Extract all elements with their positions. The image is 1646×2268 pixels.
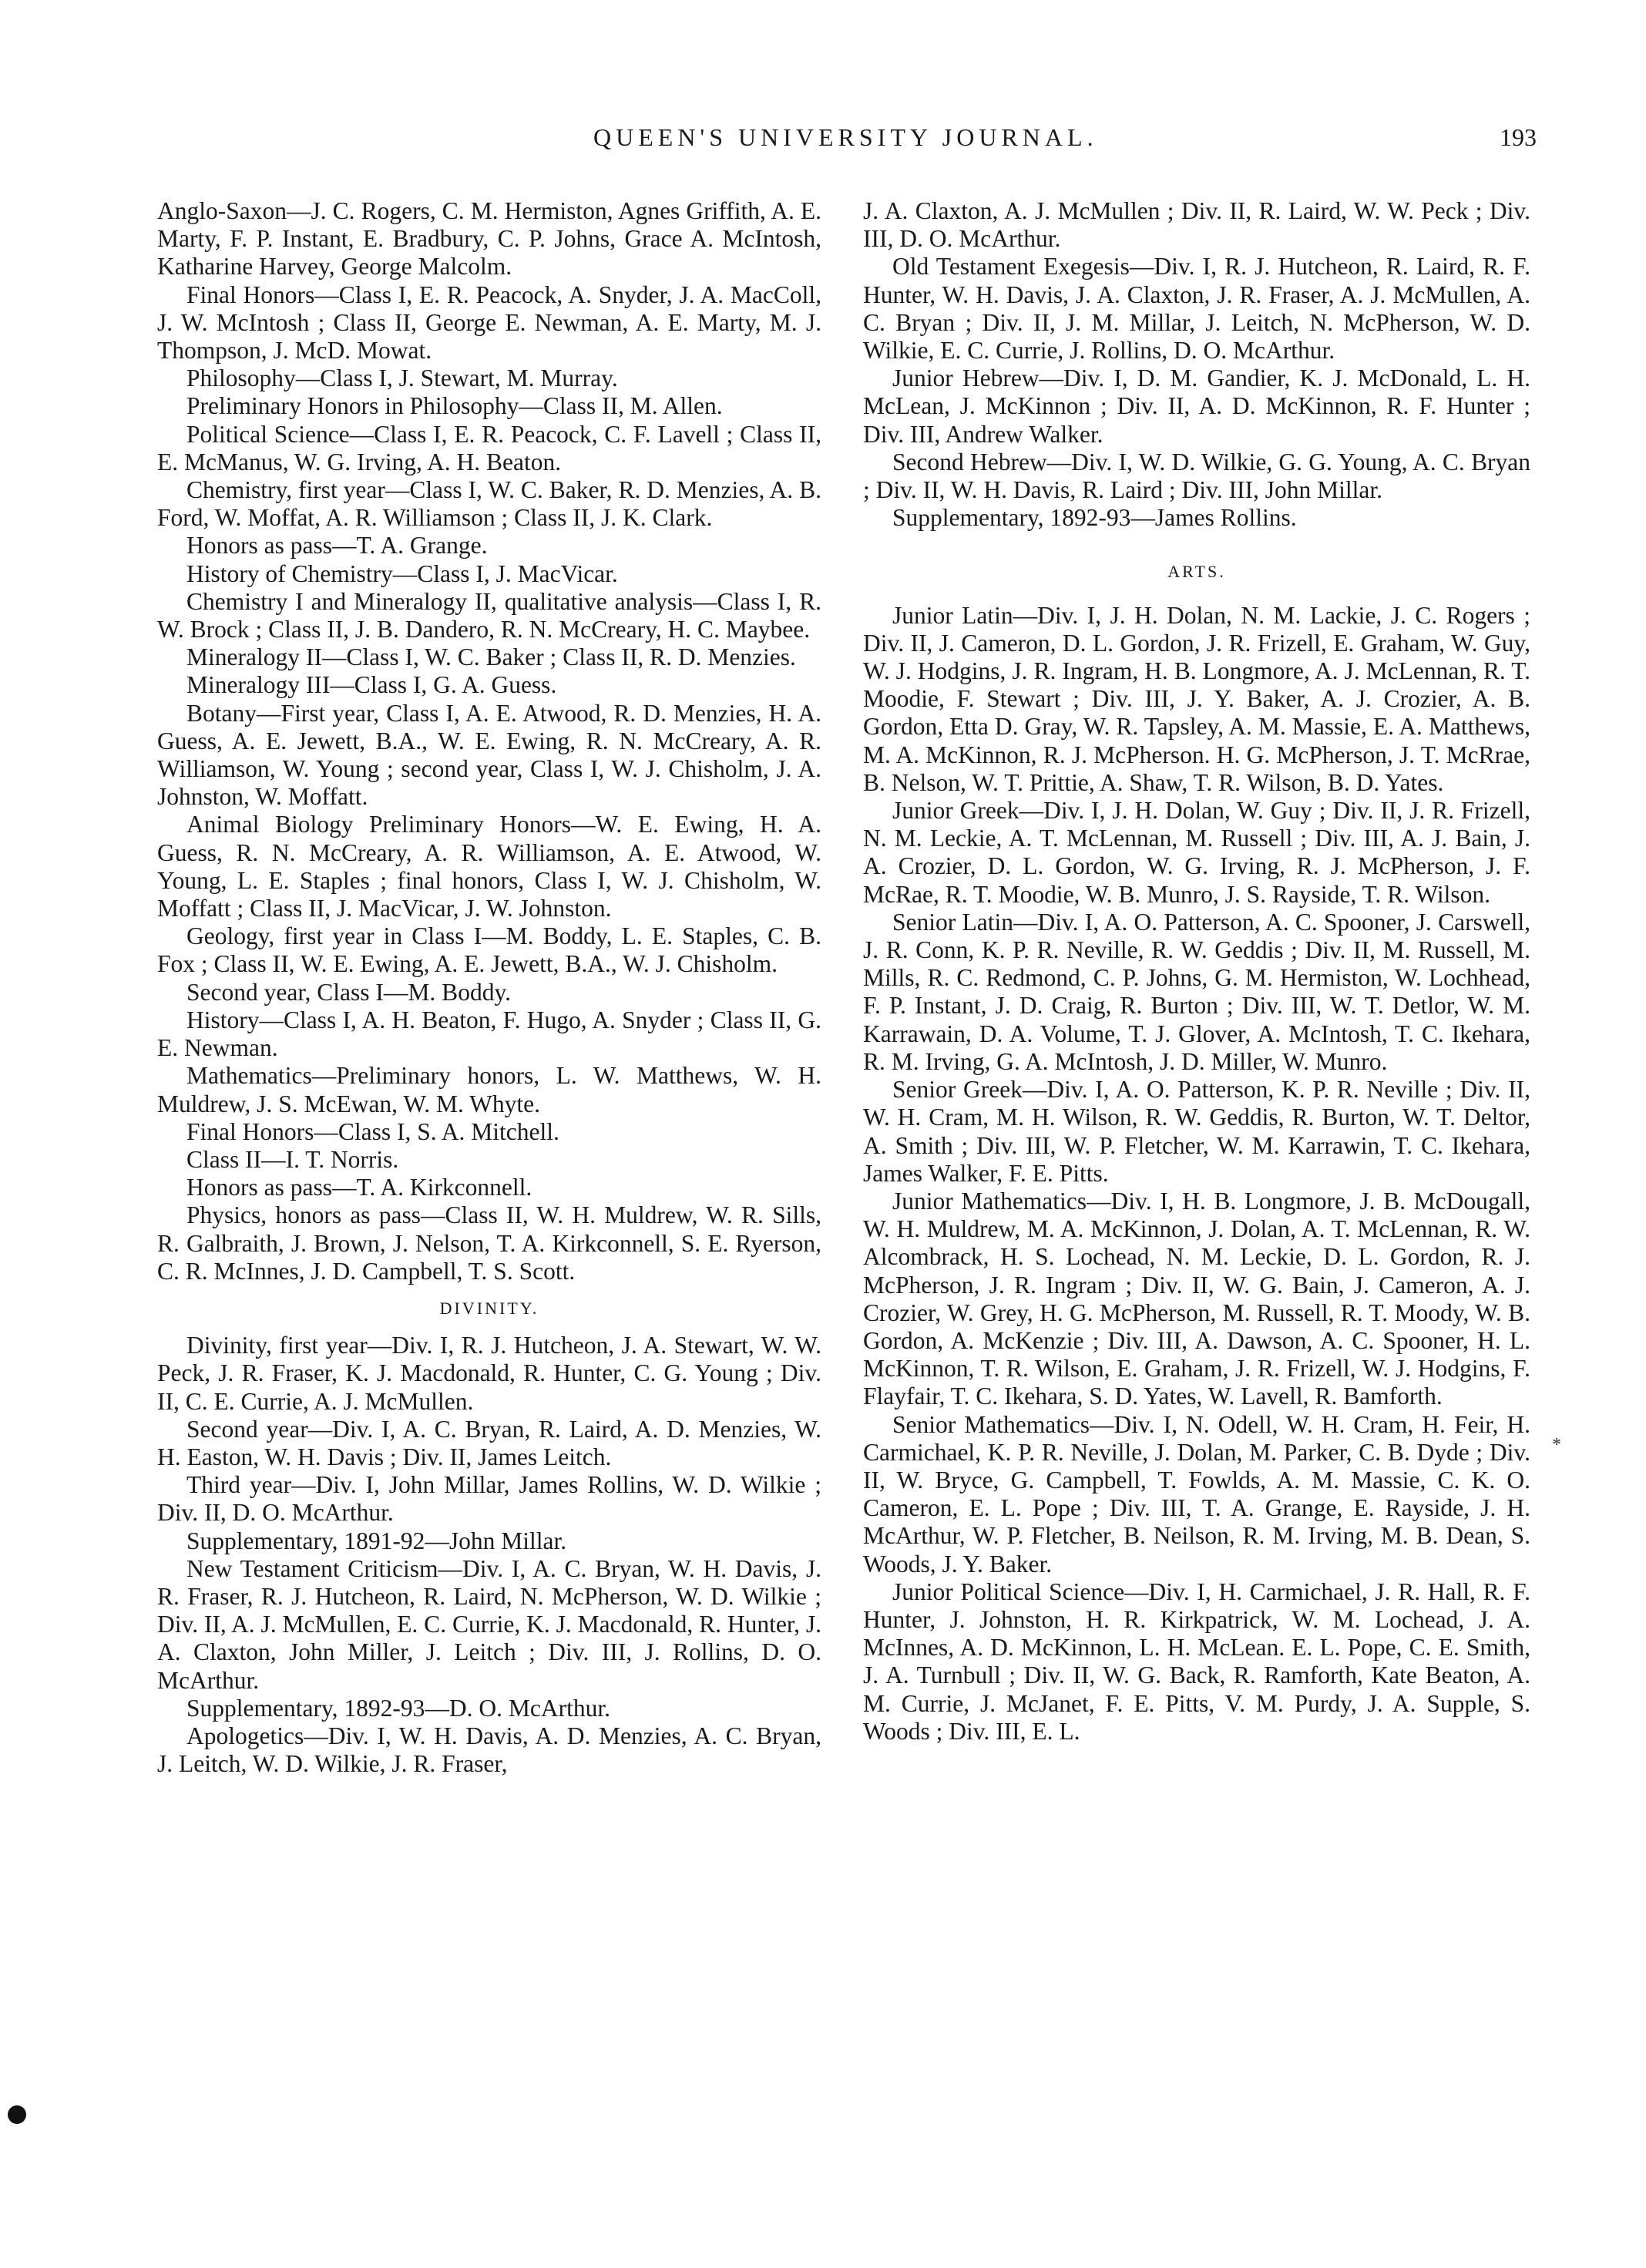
entry-paragraph: Physics, honors as pass—Class II, W. H. Muldrew, W. R. Sills, R. Galbraith, J. Brown, J. Nelson, T. A. Kirkconnell, S. E. Ryerson, C. R. McInnes, J. D. Campbell, T. S. Scott. (157, 1201, 821, 1285)
entry-paragraph: Mineralogy II—Class I, W. C. Baker ; Class II, R. D. Menzies. (186, 643, 796, 671)
section-heading: ARTS. (1167, 562, 1226, 582)
entry-paragraph: Preliminary Honors in Philosophy—Class II, M. Allen. (186, 392, 723, 420)
entry-paragraph: Divinity, first year—Div. I, R. J. Hutcheon, J. A. Stewart, W. W. Peck, J. R. Fraser, K. J. Macdonald, R. Hunter, C. G. Young ; Div. II, C. E. Currie, A. J. McMullen. (157, 1332, 821, 1415)
star-mark: * (1552, 1435, 1561, 1455)
entry-paragraph: Supplementary, 1892-93—James Rollins. (892, 504, 1297, 532)
entry-paragraph: New Testament Criticism—Div. I, A. C. Bryan, W. H. Davis, J. R. Fraser, R. J. Hutcheon, R. Laird, N. McPherson, W. D. Wilkie ; Div. II, A. J. McMullen, E. C. Currie, K. J. Macdonald, R. Hunter, J. A. Claxton, John Miller, J. Leitch ; Div. III, J. Rollins, D. O. McArthur. (157, 1554, 821, 1694)
entry-paragraph: Senior Latin—Div. I, A. O. Patterson, A. C. Spooner, J. Carswell, J. R. Conn, K. P. R. Neville, R. W. Geddis ; Div. II, M. Russell, M. Mills, R. C. Redmond, C. P. Johns, G. M. Hermiston, W. Lochhead, F. P. Instant, J. D. Craig, R. Burton ; Div. III, W. T. Detlor, W. M. Karrawain, D. A. Volume, T. J. Glover, A. McIntosh, T. C. Ikehara, R. M. Irving, G. A. McIntosh, J. D. Miller, W. Munro. (863, 908, 1530, 1075)
running-head: QUEEN'S UNIVERSITY JOURNAL. (593, 123, 1098, 151)
entry-paragraph: Anglo-Saxon—J. C. Rogers, C. M. Hermiston, Agnes Griffith, A. E. Marty, F. P. Instant, E. Bradbury, C. P. Johns, Grace A. McIntosh, Katharine Harvey, George Malcolm. (157, 197, 821, 281)
entry-paragraph: Second year, Class I—M. Boddy. (186, 978, 512, 1006)
page-number: 193 (1500, 123, 1537, 151)
page-header (0, 123, 1646, 170)
entry-paragraph: Supplementary, 1891-92—John Millar. (186, 1527, 567, 1554)
entry-paragraph: Geology, first year in Class I—M. Boddy, L. E. Staples, C. B. Fox ; Class II, W. E. Ewing, A. E. Jewett, B.A., W. J. Chisholm. (157, 922, 821, 978)
entry-paragraph: Old Testament Exegesis—Div. I, R. J. Hutcheon, R. Laird, R. F. Hunter, W. H. Davis, J. A. Claxton, J. R. Fraser, A. J. McMullen, A. C. Bryan ; Div. II, J. M. Millar, J. Leitch, N. McPherson, W. D. Wilkie, E. C. Currie, J. Rollins, D. O. McArthur. (863, 253, 1530, 365)
entry-paragraph: Senior Greek—Div. I, A. O. Patterson, K. P. R. Neville ; Div. II, W. H. Cram, M. H. Wilson, R. W. Geddis, R. Burton, W. T. Deltor, A. Smith ; Div. III, W. P. Fletcher, W. M. Karrawin, T. C. Ikehara, James Walker, F. E. Pitts. (863, 1076, 1530, 1187)
entry-paragraph: Apologetics—Div. I, W. H. Davis, A. D. Menzies, A. C. Bryan, J. Leitch, W. D. Wilkie, J. R. Fraser, (157, 1722, 821, 1778)
entry-paragraph: Political Science—Class I, E. R. Peacock, C. F. Lavell ; Class II, E. McManus, W. G. Irving, A. H. Beaton. (157, 420, 821, 475)
ink-dot-mark (8, 2105, 26, 2124)
section-heading: DIVINITY. (439, 1298, 539, 1318)
entry-paragraph: Animal Biology Preliminary Honors—W. E. Ewing, H. A. Guess, R. N. McCreary, A. R. Williamson, A. E. Atwood, W. Young, L. E. Staples ; final honors, Class I, W. J. Chisholm, W. Moffatt ; Class II, J. MacVicar, J. W. Johnston. (157, 811, 821, 922)
entry-paragraph: Senior Mathematics—Div. I, N. Odell, W. H. Cram, H. Feir, H. Carmichael, K. P. R. Neville, J. Dolan, M. Parker, C. B. Dyde ; Div. II, W. Bryce, G. Campbell, T. Fowlds, A. M. Massie, C. K. O. Cameron, E. L. Pope ; Div. III, T. A. Grange, E. Rayside, J. H. McArthur, W. P. Fletcher, B. Neilson, R. M. Irving, M. B. Dean, S. Woods, J. Y. Baker. (863, 1410, 1530, 1578)
entry-paragraph: Chemistry I and Mineralogy II, qualitative analysis—Class I, R. W. Brock ; Class II, J. B. Dandero, R. N. McCreary, H. C. Maybee. (157, 587, 821, 643)
right-column (863, 197, 1530, 1746)
entry-paragraph: Junior Latin—Div. I, J. H. Dolan, N. M. Lackie, J. C. Rogers ; Div. II, J. Cameron, D. L. Gordon, J. R. Frizell, E. Graham, W. Guy, W. J. Hodgins, J. R. Ingram, H. B. Longmore, A. J. McLennan, R. T. Moodie, F. Stewart ; Div. III, J. Y. Baker, A. J. Crozier, A. B. Gordon, Etta D. Gray, W. R. Tapsley, A. M. Massie, E. A. Matthews, M. A. McKinnon, R. J. McPherson. H. G. McPherson, J. T. McRrae, B. Nelson, W. T. Prittie, A. Shaw, T. R. Wilson, B. D. Yates. (863, 601, 1530, 796)
entry-paragraph: Philosophy—Class I, J. Stewart, M. Murray. (186, 365, 618, 392)
entry-paragraph: Mathematics—Preliminary honors, L. W. Matthews, W. H. Muldrew, J. S. McEwan, W. M. Whyte. (157, 1062, 821, 1117)
entry-paragraph: History of Chemistry—Class I, J. MacVicar. (186, 559, 618, 587)
entry-paragraph: Third year—Div. I, John Millar, James Rollins, W. D. Wilkie ; Div. II, D. O. McArthur. (157, 1471, 821, 1527)
entry-paragraph: Junior Hebrew—Div. I, D. M. Gandier, K. J. McDonald, L. H. McLean, J. McKinnon ; Div. II, A. D. McKinnon, R. F. Hunter ; Div. III, Andrew Walker. (863, 365, 1530, 448)
entry-paragraph: Honors as pass—T. A. Grange. (186, 532, 488, 559)
entry-paragraph: Class II—I. T. Norris. (186, 1145, 399, 1173)
entry-paragraph: Junior Greek—Div. I, J. H. Dolan, W. Guy ; Div. II, J. R. Frizell, N. M. Leckie, A. T. McLennan, M. Russell ; Div. III, A. J. Bain, J. A. Crozier, D. L. Gordon, W. G. Irving, R. J. McPherson, J. F. McRae, R. T. Moodie, W. B. Munro, J. S. Rayside, T. R. Wilson. (863, 797, 1530, 908)
entry-paragraph: Junior Political Science—Div. I, H. Carmichael, J. R. Hall, R. F. Hunter, J. Johnston, H. R. Kirkpatrick, W. M. Lochead, J. A. McInnes, A. D. McKinnon, L. H. McLean. E. L. Pope, C. E. Smith, J. A. Turnbull ; Div. II, W. G. Back, R. Ramforth, Kate Beaton, A. M. Currie, J. McJanet, F. E. Pitts, V. M. Purdy, J. A. Supple, S. Woods ; Div. III, E. L. (863, 1578, 1530, 1745)
entry-paragraph: Chemistry, first year—Class I, W. C. Baker, R. D. Menzies, A. B. Ford, W. Moffat, A. R. Williamson ; Class II, J. K. Clark. (157, 476, 821, 532)
entry-paragraph: Mineralogy III—Class I, G. A. Guess. (186, 671, 557, 699)
entry-paragraph: Supplementary, 1892-93—D. O. McArthur. (186, 1694, 611, 1722)
left-column (157, 197, 821, 1778)
entry-paragraph: J. A. Claxton, A. J. McMullen ; Div. II, R. Laird, W. W. Peck ; Div. III, D. O. McArthur. (863, 197, 1530, 253)
entry-paragraph: Final Honors—Class I, S. A. Mitchell. (186, 1117, 559, 1145)
entry-paragraph: Honors as pass—T. A. Kirkconnell. (186, 1174, 532, 1201)
entry-paragraph: Junior Mathematics—Div. I, H. B. Longmore, J. B. McDougall, W. H. Muldrew, M. A. McKinnon, J. Dolan, A. T. McLennan, R. W. Alcombrack, H. S. Lochead, N. M. Leckie, D. L. Gordon, R. J. McPherson, J. R. Ingram ; Div. II, W. G. Bain, J. Cameron, A. J. Crozier, W. Grey, H. G. McPherson, M. Russell, R. T. Moody, W. B. Gordon, A. McKenzie ; Div. III, A. Dawson, A. C. Spooner, H. L. McKinnon, T. R. Wilson, E. Graham, J. R. Frizell, W. J. Hodgins, F. Flayfair, T. C. Ikehara, S. D. Yates, W. Lavell, R. Bamforth. (863, 1187, 1530, 1410)
entry-paragraph: Final Honors—Class I, E. R. Peacock, A. Snyder, J. A. MacColl, J. W. McIntosh ; Class II, George E. Newman, A. E. Marty, M. J. Thompson, J. McD. Mowat. (157, 281, 821, 365)
entry-paragraph: Second year—Div. I, A. C. Bryan, R. Laird, A. D. Menzies, W. H. Easton, W. H. Davis ; Div. II, James Leitch. (157, 1415, 821, 1470)
entry-paragraph: Botany—First year, Class I, A. E. Atwood, R. D. Menzies, H. A. Guess, A. E. Jewett, B.A., W. E. Ewing, R. N. McCreary, A. R. Williamson, W. Young ; second year, Class I, W. J. Chisholm, J. A. Johnston, W. Moffatt. (157, 699, 821, 811)
entry-paragraph: Second Hebrew—Div. I, W. D. Wilkie, G. G. Young, A. C. Bryan ; Div. II, W. H. Davis, R. Laird ; Div. III, John Millar. (863, 448, 1530, 504)
entry-paragraph: History—Class I, A. H. Beaton, F. Hugo, A. Snyder ; Class II, G. E. Newman. (157, 1006, 821, 1062)
